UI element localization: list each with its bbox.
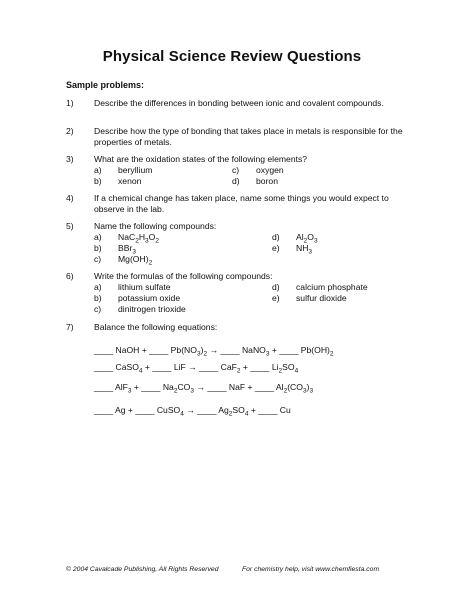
sample-problems-heading: Sample problems: [66,80,145,90]
option-text: lithium sulfate [118,282,171,292]
option-5e [272,243,312,258]
page-title: Physical Science Review Questions [102,48,362,65]
question-number: 5) [66,221,74,231]
option-3c [232,165,284,176]
question-number: 4) [66,193,74,203]
option-letter: e) [272,243,280,253]
question-number: 2) [66,126,74,136]
question-text: If a chemical change has taken place, name some things you would expect to observe in the lab. [94,193,389,214]
option-letter: a) [94,232,102,242]
option-text: beryllium [118,165,153,175]
equation-1: ____ NaOH + ____ $Pb(NO_3)_2$ → ____ NaNO$_3$ + ____ $Pb(OH)_2$ [94,345,334,358]
equation-2: ____ CaSO$_4$ + ____ LiF → ____ CaF$_2$ + ____ $Li_2SO_4$ [94,362,299,375]
option-text: calcium phosphate [296,282,368,292]
footer-help-link[interactable]: For chemistry help, visit www.chemfiesta.com [242,566,380,573]
option-text: boron [256,176,278,186]
option-text: BBr$_3$ [118,243,136,256]
option-text: dinitrogen trioxide [118,304,186,314]
option-3d [232,176,278,187]
question-text: What are the oxidation states of the following elements? [94,154,308,164]
question-number: 7) [66,322,74,332]
option-text: $NH_3$ [296,243,313,256]
option-3b [94,176,141,187]
option-text: potassium oxide [118,293,181,303]
option-letter: b) [94,293,102,303]
question-number: 3) [66,154,74,164]
equation-3: ____ AlF$_3$ + ____ $Na_2CO_3$ → ____ NaF + ____ $Al_2(CO_3)_3$ [94,382,314,395]
option-letter: a) [94,282,102,292]
option-letter: c) [232,165,240,175]
question-text: Describe the differences in bonding between ionic and covalent compounds. [94,98,384,108]
option-6b [94,293,180,304]
question-text: Write the formulas of the following compounds: [94,271,273,281]
question-text: Balance the following equations: [94,322,218,332]
question-number: 1) [66,98,74,108]
option-6c [94,304,186,315]
footer-copyright: © 2004 Cavalcade Publishing, All Rights Reserved [66,566,219,573]
option-text: oxygen [256,165,284,175]
option-text: $Al_2O_3$ [296,232,318,245]
option-letter: d) [272,282,280,292]
option-letter: c) [94,254,102,264]
option-text: $NaC_2H_3O_2$ [118,232,159,245]
option-6d [272,282,368,293]
option-letter: d) [232,176,240,186]
question-number: 6) [66,271,74,281]
equation-4: ____ Ag + ____ CuSO$_4$ → ____ $Ag_2SO_4$ + ____ Cu [94,405,291,418]
option-3a [94,165,152,176]
option-6e [272,293,347,304]
option-letter: b) [94,176,102,186]
option-letter: e) [272,293,280,303]
option-letter: d) [272,232,280,242]
option-letter: b) [94,243,102,253]
question-text: Name the following compounds: [94,221,217,231]
option-text: xenon [118,176,142,186]
option-6a [94,282,171,293]
option-5c [94,254,152,269]
option-text: $Mg(OH)_2$ [118,254,153,267]
option-letter: a) [94,165,102,175]
option-text: sulfur dioxide [296,293,347,303]
option-letter: c) [94,304,102,314]
question-text: Describe how the type of bonding that takes place in metals is responsible for the properties of metals. [94,126,403,147]
